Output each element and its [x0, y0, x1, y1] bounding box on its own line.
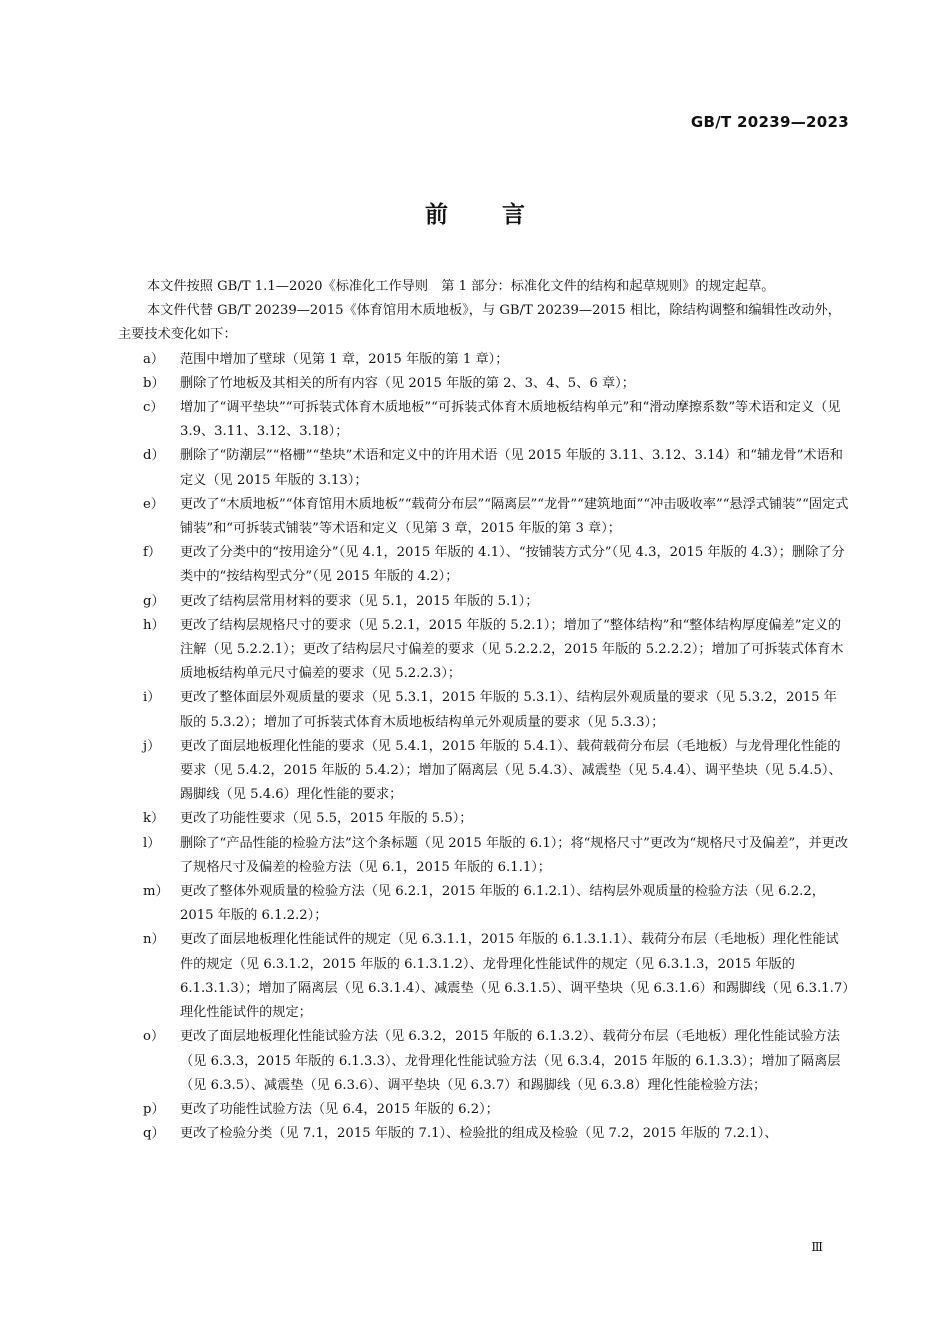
list-item-marker: p）: [143, 1101, 165, 1117]
list-item-marker: m）: [143, 884, 169, 900]
list-item: [143, 735, 849, 808]
list-item-text: 范围中增加了壁球（见第 1 章，2015 年版的第 1 章）；: [180, 351, 509, 367]
list-item-marker: b）: [143, 375, 165, 391]
list-item-marker: q）: [143, 1126, 165, 1142]
list-item-marker: d）: [143, 448, 165, 464]
list-item-text: 更改了功能性试验方法（见 6.4，2015 年版的 6.2）；: [180, 1101, 499, 1117]
list-item: [143, 1025, 849, 1098]
paragraph-drafting-rules: 本文件按照 GB/T 1.1—2020《标准化工作导则 第 1 部分：标准化文件的结构和起草规则》的规定起草。: [147, 279, 775, 294]
list-item-text: 增加了“调平垫块”“可拆装式体育木质地板”“可拆装式体育木质地板结构单元”和“滑动摩擦系数”等术语和定义（见 3.9、3.11、3.12、3.18）；: [180, 400, 841, 440]
list-item: [143, 880, 849, 928]
list-item-marker: j）: [143, 738, 161, 754]
list-item-marker: e）: [143, 496, 164, 512]
paragraph-replacement: 本文件代替 GB/T 20239—2015《体育馆用木质地板》，与 GB/T 20239—2015 相比，除结构调整和编辑性改动外，主要技术变化如下：: [118, 303, 841, 343]
list-item: [143, 444, 849, 492]
list-item-text: 更改了面层地板理化性能试验方法（见 6.3.2，2015 年版的 6.1.3.2）、载荷分布层（毛地板）理化性能试验方法（见 6.3.3，2015 年版的 6.1.3.3）、龙骨理化性能试验方法（见 6.3.4，2015 年版的 6.1.3.3）；增加了隔离层（见 6.3.5）、减震垫（见 6.3.6）、调平垫块（见 6.3.7）和踢脚线（见 6.3.8）理化性能检验方法；: [180, 1029, 841, 1093]
list-item: [143, 493, 849, 541]
list-item-text: 删除了竹地板及其相关的所有内容（见 2015 年版的第 2、3、4、5、6 章）；: [180, 375, 635, 391]
list-item-marker: o）: [143, 1029, 165, 1045]
list-item-text: 更改了结构层常用材料的要求（见 5.1，2015 年版的 5.1）；: [180, 593, 539, 609]
list-item-marker: g）: [143, 593, 165, 609]
list-item: [143, 832, 849, 880]
list-item-marker: k）: [143, 811, 165, 827]
foreword-body: [118, 275, 849, 1146]
list-item-marker: c）: [143, 400, 164, 416]
list-item: [143, 590, 849, 614]
list-item-marker: f）: [143, 545, 162, 561]
page-number: Ⅲ: [811, 1240, 823, 1254]
list-item-marker: i）: [143, 690, 161, 706]
page-title-char-1: 前: [425, 202, 448, 228]
list-item-text: 更改了分类中的“按用途分”（见 4.1，2015 年版的 4.1）、“按铺装方式分”（见 4.3，2015 年版的 4.3）；删除了分类中的“按结构型式分”（见 2015 年版的 4.2）；: [180, 545, 845, 585]
list-item-text: 更改了功能性要求（见 5.5，2015 年版的 5.5）；: [180, 811, 473, 827]
list-item-text: 更改了面层地板理化性能的要求（见 5.4.1，2015 年版的 5.4.1）、载荷载荷分布层（毛地板）与龙骨理化性能的要求（见 5.4.2，2015 年版的 5.4.2）；增加了隔离层（见 5.4.3）、减震垫（见 5.4.4）、调平垫块（见 5.4.5）、踢脚线（见 5.4.6）理化性能的要求；: [180, 738, 842, 803]
page-title-char-2: 言: [502, 202, 525, 228]
list-item: [143, 928, 849, 1025]
list-item: [143, 614, 849, 687]
list-item-marker: a）: [143, 351, 165, 367]
list-item-text: 更改了检验分类（见 7.1，2015 年版的 7.1）、检验批的组成及检验（见 7.2，2015 年版的 7.2.1）、: [180, 1126, 778, 1142]
list-item-text: 更改了整体外观质量的检验方法（见 6.2.1，2015 年版的 6.1.2.1）、结构层外观质量的检验方法（见 6.2.2，2015 年版的 6.1.2.2）；: [180, 884, 825, 924]
list-item-text: 删除了“产品性能的检验方法”这个条标题（见 2015 年版的 6.1）；将“规格尺寸”更改为“规格尺寸及偏差”，并更改了规格尺寸及偏差的检验方法（见 6.1，2015 年版的 6.1.1）；: [180, 835, 849, 875]
list-item: [143, 1122, 849, 1146]
standard-code: GB/T 20239—2023: [690, 113, 849, 131]
list-item-text: 删除了“防潮层”“格栅”“垫块”术语和定义中的许用术语（见 2015 年版的 3.11、3.12、3.14）和“辅龙骨”术语和定义（见 2015 年版的 3.13）；: [180, 448, 843, 488]
list-item-marker: n）: [143, 932, 165, 948]
list-item-text: 更改了“木质地板”“体育馆用木质地板”“载荷分布层”“隔离层”“龙骨”“建筑地面”“冲击吸收率”“悬浮式铺装”“固定式铺装”和“可拆装式铺装”等术语和定义（见第 3 章，2015 年版的第 3 章）；: [180, 496, 849, 537]
list-item-text: 更改了结构层规格尺寸的要求（见 5.2.1，2015 年版的 5.2.1）；增加了“整体结构”和“整体结构厚度偏差”定义的注解（见 5.2.2.1）；更改了结构层尺寸偏差的要求（见 5.2.2.2，2015 年版的 5.2.2.2）；增加了可拆装式体育木质地板结构单元尺寸偏差的要求（见 5.2.2.3）；: [180, 617, 844, 682]
list-item: [143, 372, 849, 396]
list-item: [143, 396, 849, 444]
list-item-marker: h）: [143, 617, 165, 633]
list-item: [143, 686, 849, 734]
list-item-text: 更改了面层地板理化性能试件的规定（见 6.3.1.1，2015 年版的 6.1.3.1.1）、载荷分布层（毛地板）理化性能试件的规定（见 6.3.1.2，2015 年版的 6.1.3.1.2）、龙骨理化性能试件的规定（见 6.3.1.3，2015 年版的 6.1.3.1.3）；增加了隔离层（见 6.3.1.4）、减震垫（见 6.3.1.5）、调平垫块（见 6.3.1.6）和踢脚线（见 6.3.1.7）理化性能试件的规定；: [180, 932, 849, 1021]
list-item: [143, 348, 849, 372]
list-item-text: 更改了整体面层外观质量的要求（见 5.3.1，2015 年版的 5.3.1）、结构层外观质量的要求（见 5.3.2，2015 年版的 5.3.2）；增加了可拆装式体育木质地板结构单元外观质量的要求（见 5.3.3）；: [180, 690, 837, 730]
list-item: [143, 807, 849, 831]
technical-changes-list: [143, 348, 849, 1147]
list-item-marker: l）: [143, 835, 161, 851]
page-title: [0, 196, 950, 229]
list-item: [143, 1098, 849, 1122]
list-item: [143, 541, 849, 589]
